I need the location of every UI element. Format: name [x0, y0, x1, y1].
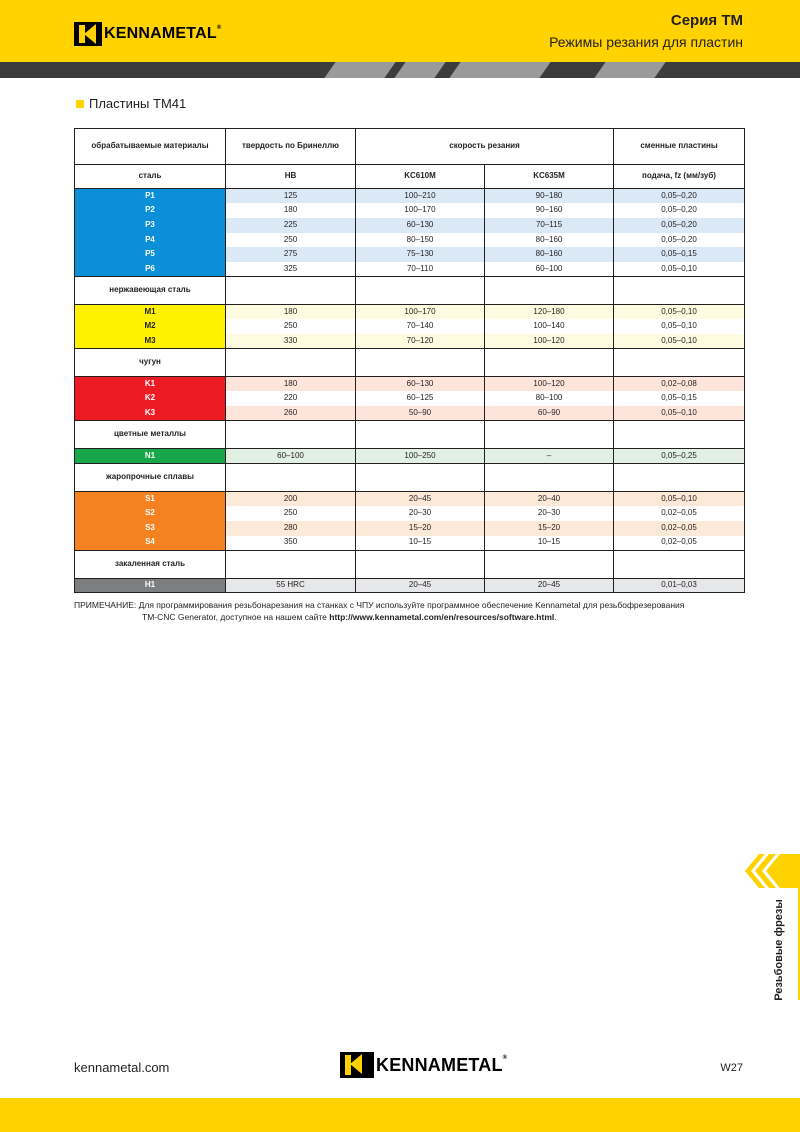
- cell-hb: 250: [226, 319, 356, 334]
- cell-code: S3: [75, 521, 226, 536]
- cell-feed: 0,05–0,15: [614, 247, 745, 262]
- cell-kc635m: 100–140: [485, 319, 614, 334]
- cell-kc610m: 100–170: [356, 203, 485, 218]
- cell-hb: 350: [226, 536, 356, 551]
- cell-code: P5: [75, 247, 226, 262]
- empty-cell: [356, 421, 485, 449]
- cell-hb: 330: [226, 334, 356, 349]
- cell-hb: 250: [226, 233, 356, 248]
- footer-kennametal-logo: [340, 1052, 507, 1078]
- empty-cell: [485, 421, 614, 449]
- cell-kc610m: 20–45: [356, 491, 485, 506]
- table-row: [75, 189, 745, 204]
- cell-kc635m: 20–30: [485, 506, 614, 521]
- cell-feed: 0,05–0,10: [614, 262, 745, 277]
- cell-kc635m: 100–120: [485, 334, 614, 349]
- cell-hb: 220: [226, 391, 356, 406]
- empty-cell: [226, 421, 356, 449]
- cell-kc635m: 20–40: [485, 491, 614, 506]
- cell-hb: 180: [226, 377, 356, 392]
- table-row: [75, 247, 745, 262]
- cell-feed: 0,05–0,25: [614, 449, 745, 464]
- cell-code: M2: [75, 319, 226, 334]
- table-row: [75, 391, 745, 406]
- cell-kc635m: 20–45: [485, 578, 614, 593]
- cell-hb: 55 HRC: [226, 578, 356, 593]
- table-row: [75, 203, 745, 218]
- cell-kc610m: 60–130: [356, 377, 485, 392]
- cell-code: M3: [75, 334, 226, 349]
- cell-kc635m: 70–115: [485, 218, 614, 233]
- empty-cell: [356, 277, 485, 305]
- empty-cell: [485, 277, 614, 305]
- cell-kc610m: 15–20: [356, 521, 485, 536]
- empty-cell: [356, 550, 485, 578]
- group-header-row: [75, 277, 745, 305]
- cell-code: S4: [75, 536, 226, 551]
- empty-cell: [356, 349, 485, 377]
- cell-feed: 0,05–0,20: [614, 218, 745, 233]
- cell-feed: 0,05–0,20: [614, 233, 745, 248]
- cell-feed: 0,05–0,10: [614, 319, 745, 334]
- cell-kc610m: 60–130: [356, 218, 485, 233]
- cell-kc635m: 60–90: [485, 406, 614, 421]
- table-row: [75, 334, 745, 349]
- table-row: [75, 449, 745, 464]
- kennametal-logo: [74, 22, 221, 46]
- group-name: жаропрочные сплавы: [75, 463, 226, 491]
- empty-cell: [614, 421, 745, 449]
- cell-kc610m: 10–15: [356, 536, 485, 551]
- col-hardness: твердость по Бринеллю: [226, 129, 356, 165]
- cell-feed: 0,05–0,10: [614, 334, 745, 349]
- group-header-row: [75, 463, 745, 491]
- footer-bar: [0, 1098, 800, 1132]
- header-stripe: [0, 62, 800, 78]
- empty-cell: [485, 349, 614, 377]
- series-title: Серия TM: [670, 12, 743, 29]
- group-label-steel: сталь: [75, 165, 226, 189]
- cell-code: M1: [75, 305, 226, 320]
- cell-feed: 0,05–0,15: [614, 391, 745, 406]
- table-row: [75, 233, 745, 248]
- cell-kc610m: 50–90: [356, 406, 485, 421]
- group-name: нержавеющая сталь: [75, 277, 226, 305]
- cell-feed: 0,01–0,03: [614, 578, 745, 593]
- cell-hb: 180: [226, 305, 356, 320]
- cell-kc610m: 100–170: [356, 305, 485, 320]
- cell-feed: 0,05–0,20: [614, 203, 745, 218]
- cell-kc635m: 90–160: [485, 203, 614, 218]
- col-kc610m: KC610M: [356, 165, 485, 189]
- col-hb: HB: [226, 165, 356, 189]
- cell-code: P1: [75, 189, 226, 204]
- cell-kc635m: 15–20: [485, 521, 614, 536]
- cell-hb: 260: [226, 406, 356, 421]
- table-row: [75, 491, 745, 506]
- table-row: [75, 305, 745, 320]
- cell-hb: 275: [226, 247, 356, 262]
- header-subtitle: Режимы резания для пластин: [549, 34, 743, 50]
- cutting-data-table: [74, 128, 745, 593]
- section-heading: [76, 96, 186, 111]
- page-number: W27: [720, 1062, 743, 1074]
- kennametal-k-icon: [74, 22, 102, 46]
- cell-kc610m: 20–45: [356, 578, 485, 593]
- cell-hb: 60–100: [226, 449, 356, 464]
- group-header-row: [75, 550, 745, 578]
- cell-kc610m: 100–210: [356, 189, 485, 204]
- cell-feed: 0,05–0,10: [614, 491, 745, 506]
- table-row: [75, 521, 745, 536]
- cell-kc610m: 70–120: [356, 334, 485, 349]
- table-row: [75, 262, 745, 277]
- group-name: чугун: [75, 349, 226, 377]
- cell-hb: 200: [226, 491, 356, 506]
- side-tab-label[interactable]: Резьбовые фрезы: [773, 899, 785, 1001]
- col-kc635m: KC635M: [485, 165, 614, 189]
- cell-code: K1: [75, 377, 226, 392]
- cell-kc610m: 70–140: [356, 319, 485, 334]
- cell-kc610m: 70–110: [356, 262, 485, 277]
- empty-cell: [614, 463, 745, 491]
- cell-feed: 0,02–0,05: [614, 506, 745, 521]
- side-tab-chevron-icon: [745, 854, 800, 888]
- empty-cell: [485, 463, 614, 491]
- cell-kc635m: 80–100: [485, 391, 614, 406]
- cell-kc635m: 10–15: [485, 536, 614, 551]
- group-header-row: [75, 421, 745, 449]
- cell-code: S2: [75, 506, 226, 521]
- cell-code: P6: [75, 262, 226, 277]
- logo-text: KENNAMETAL®: [104, 25, 222, 42]
- empty-cell: [226, 463, 356, 491]
- cell-kc610m: 100–250: [356, 449, 485, 464]
- empty-cell: [226, 550, 356, 578]
- col-inserts: сменные пластины: [614, 129, 745, 165]
- col-feed: подача, fz (мм/зуб): [614, 165, 745, 189]
- cell-feed: 0,05–0,10: [614, 305, 745, 320]
- kennametal-k-icon: [340, 1052, 374, 1078]
- cell-kc610m: 60–125: [356, 391, 485, 406]
- cell-feed: 0,02–0,05: [614, 536, 745, 551]
- note-line-2: TM-CNC Generator, доступное на нашем сайте http://www.kennametal.com/en/resources/software.html.: [142, 612, 557, 622]
- empty-cell: [356, 463, 485, 491]
- empty-cell: [485, 550, 614, 578]
- cell-hb: 280: [226, 521, 356, 536]
- software-link[interactable]: http://www.kennametal.com/en/resources/software.html: [329, 612, 555, 622]
- cell-kc635m: 90–180: [485, 189, 614, 204]
- table-row: [75, 377, 745, 392]
- cell-kc610m: 75–130: [356, 247, 485, 262]
- table-row: [75, 319, 745, 334]
- cell-hb: 225: [226, 218, 356, 233]
- cell-kc610m: 20–30: [356, 506, 485, 521]
- empty-cell: [614, 277, 745, 305]
- cell-hb: 325: [226, 262, 356, 277]
- table-row: [75, 578, 745, 593]
- group-header-row: [75, 349, 745, 377]
- cell-code: K3: [75, 406, 226, 421]
- empty-cell: [226, 349, 356, 377]
- cell-hb: 125: [226, 189, 356, 204]
- cell-feed: 0,05–0,20: [614, 189, 745, 204]
- cell-code: K2: [75, 391, 226, 406]
- empty-cell: [226, 277, 356, 305]
- cell-hb: 180: [226, 203, 356, 218]
- cell-feed: 0,05–0,10: [614, 406, 745, 421]
- cell-code: P2: [75, 203, 226, 218]
- empty-cell: [614, 550, 745, 578]
- cell-code: H1: [75, 578, 226, 593]
- page-header: [0, 0, 800, 62]
- cell-kc635m: 80–160: [485, 247, 614, 262]
- table-row: [75, 506, 745, 521]
- cell-code: S1: [75, 491, 226, 506]
- cell-feed: 0,02–0,08: [614, 377, 745, 392]
- cell-kc635m: 60–100: [485, 262, 614, 277]
- empty-cell: [614, 349, 745, 377]
- cell-kc635m: 100–120: [485, 377, 614, 392]
- group-name: закаленная сталь: [75, 550, 226, 578]
- table-row: [75, 218, 745, 233]
- col-materials: обрабатываемые материалы: [75, 129, 226, 165]
- footer-logo-text: KENNAMETAL®: [376, 1054, 508, 1075]
- cell-code: P4: [75, 233, 226, 248]
- bullet-square-icon: [76, 100, 84, 108]
- cell-kc635m: 80–160: [485, 233, 614, 248]
- table-row: [75, 406, 745, 421]
- footer-website[interactable]: kennametal.com: [74, 1060, 170, 1075]
- cell-hb: 250: [226, 506, 356, 521]
- cell-kc635m: 120–180: [485, 305, 614, 320]
- table-row: [75, 536, 745, 551]
- section-title: Пластины TM41: [89, 96, 187, 111]
- cell-kc635m: –: [485, 449, 614, 464]
- group-name: цветные металлы: [75, 421, 226, 449]
- note-line-1: ПРИМЕЧАНИЕ: Для программирования резьбонарезания на станках с ЧПУ используйте программное обеспечение Kennametal для резьбофрезерования: [74, 600, 685, 610]
- cell-kc610m: 80–150: [356, 233, 485, 248]
- cell-feed: 0,02–0,05: [614, 521, 745, 536]
- cell-code: N1: [75, 449, 226, 464]
- footnote: [74, 599, 764, 623]
- col-speed: скорость резания: [356, 129, 614, 165]
- cell-code: P3: [75, 218, 226, 233]
